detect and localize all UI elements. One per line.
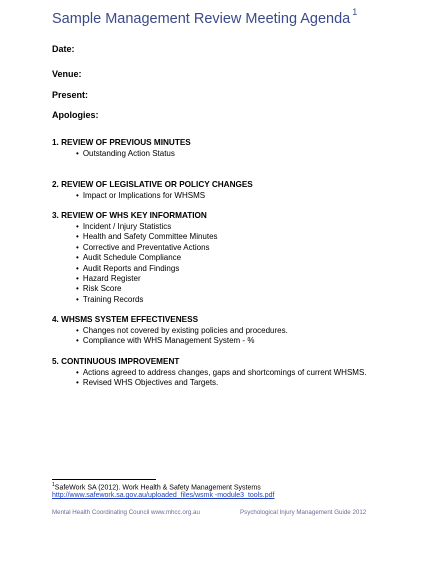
footer-right: Psychological Injury Management Guide 2012 xyxy=(240,509,367,516)
list-item: • Audit Schedule Compliance xyxy=(76,253,218,263)
list-item: • Changes not covered by existing policies and procedures. xyxy=(76,326,288,336)
present-label: Present: xyxy=(52,90,89,100)
section-3-list xyxy=(76,222,218,305)
section-1-title: 1. REVIEW OF PREVIOUS MINUTES xyxy=(52,138,191,147)
footer-left: Mental Health Coordinating Council www.mhcc.org.au xyxy=(52,509,200,516)
title-footnote-mark: 1 xyxy=(352,7,358,17)
footnote-text xyxy=(52,482,261,491)
list-item: • Impact or Implications for WHSMS xyxy=(76,191,205,201)
venue-label: Venue: xyxy=(52,69,82,79)
section-4-title: 4. WHSMS SYSTEM EFFECTIVENESS xyxy=(52,315,199,324)
section-2-list xyxy=(76,191,205,201)
list-item: • Compliance with WHS Management System - % xyxy=(76,336,288,346)
section-3-title: 3. REVIEW OF WHS KEY INFORMATION xyxy=(52,211,207,220)
section-2-title: 2. REVIEW OF LEGISLATIVE OR POLICY CHANGES xyxy=(52,180,253,189)
list-item: • Revised WHS Objectives and Targets. xyxy=(76,378,367,388)
list-item: • Risk Score xyxy=(76,284,218,294)
list-item: • Incident / Injury Statistics xyxy=(76,222,218,232)
list-item: • Hazard Register xyxy=(76,274,218,284)
page-title xyxy=(52,9,357,27)
footnote-citation: SafeWork SA (2012). Work Health & Safety Management Systems xyxy=(54,484,261,492)
footnote-link[interactable]: http://www.safework.sa.gov.au/uploaded_files/wsmk -module3_tools.pdf xyxy=(52,492,275,499)
list-item: • Actions agreed to address changes, gaps and shortcomings of current WHSMS. xyxy=(76,368,367,378)
list-item: • Training Records xyxy=(76,295,218,305)
section-4-list xyxy=(76,326,288,347)
list-item: • Outstanding Action Status xyxy=(76,149,175,159)
list-item: • Corrective and Preventative Actions xyxy=(76,243,218,253)
section-5-list xyxy=(76,368,367,389)
list-item: • Audit Reports and Findings xyxy=(76,264,218,274)
date-label: Date: xyxy=(52,44,75,54)
apologies-label: Apologies: xyxy=(52,110,99,120)
footnote-divider xyxy=(52,479,156,480)
section-5-title: 5. CONTINUOUS IMPROVEMENT xyxy=(52,357,180,366)
footnote-mark: 1 xyxy=(52,482,55,488)
title-text: Sample Management Review Meeting Agenda xyxy=(52,10,351,27)
list-item: • Health and Safety Committee Minutes xyxy=(76,232,218,242)
section-1-list xyxy=(76,149,175,159)
